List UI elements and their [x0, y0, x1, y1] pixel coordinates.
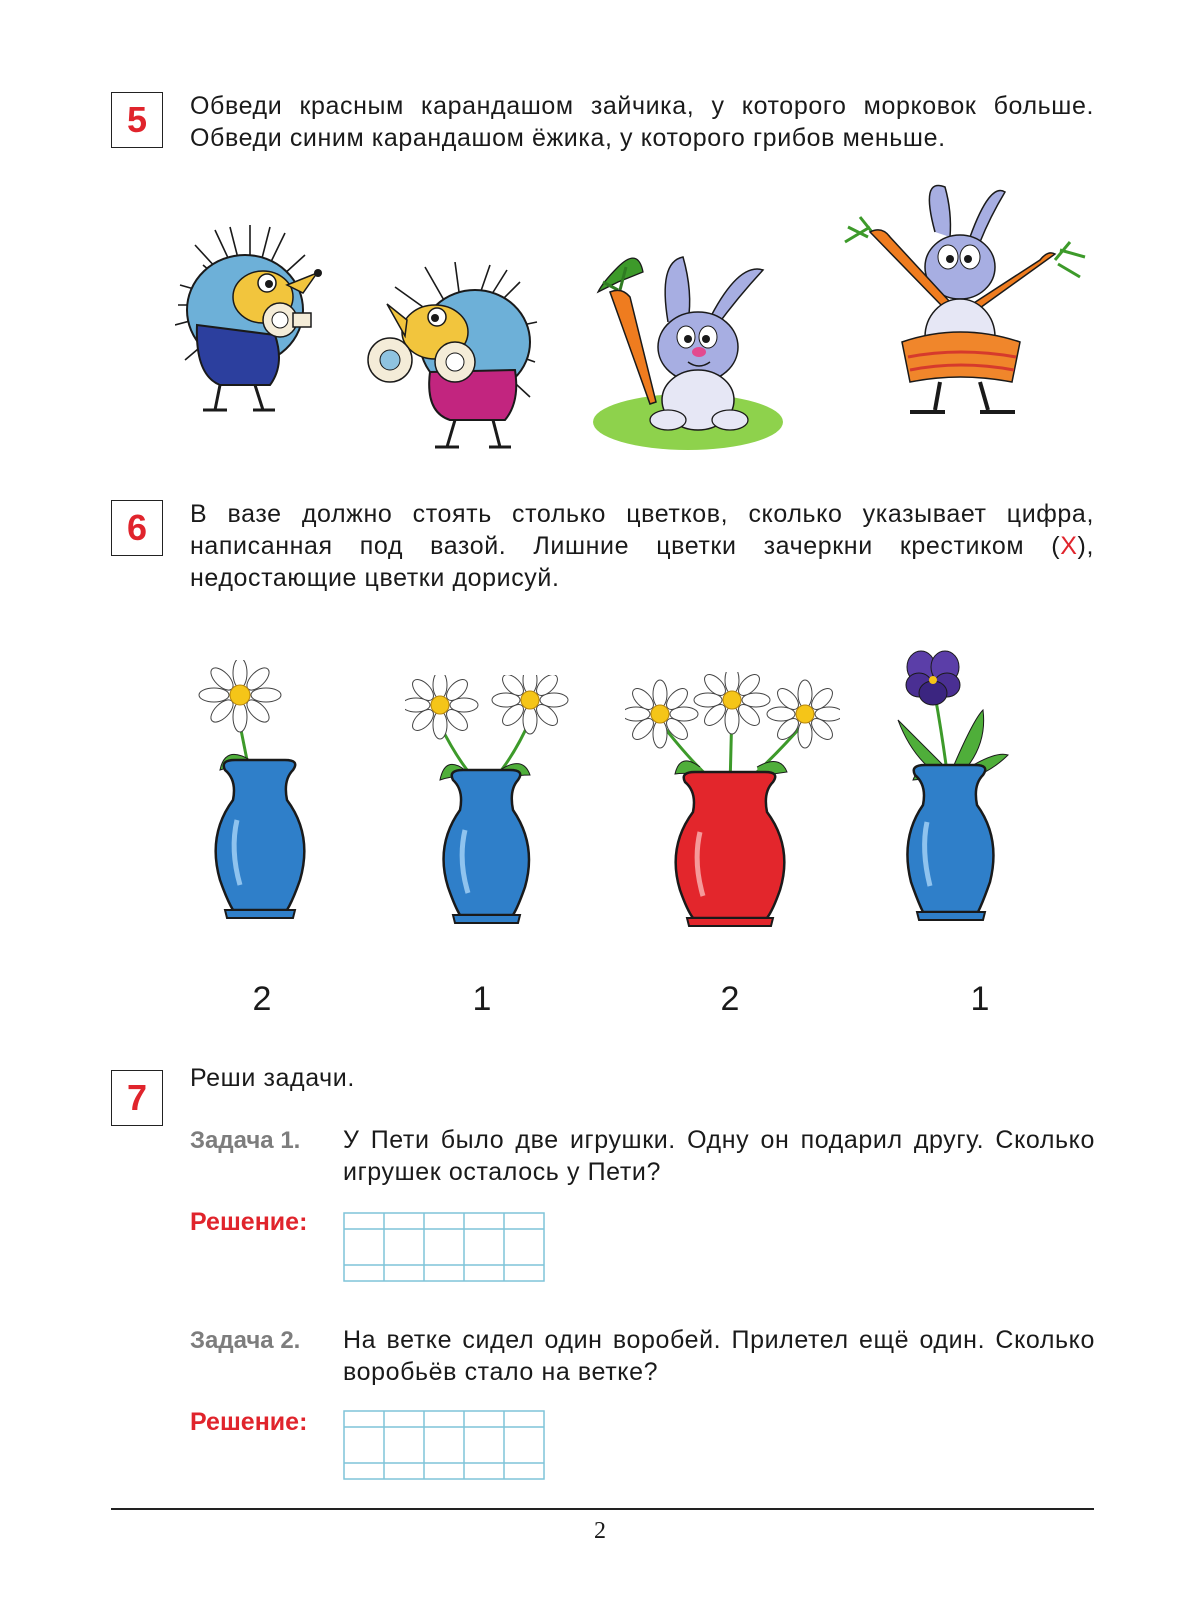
problem-1-solution-label: Решение:: [190, 1208, 308, 1236]
task-number-6: 6: [111, 500, 163, 556]
task-6-text: [190, 498, 1094, 594]
problem-2-solution-label: Решение:: [190, 1408, 308, 1436]
page-number: 2: [594, 1518, 606, 1544]
bunny-one-carrot-illustration: [588, 252, 783, 452]
task-5-text: Обведи красным карандашом зайчика, у которого морковок больше. Обведи синим карандашом ёжика, у которого грибов меньше.: [190, 92, 1094, 152]
task-6-text-before: В вазе должно стоять столько цветков, сколько указывает цифра, написанная под вазой. Лишние цветки зачеркни крестиком (: [190, 500, 1094, 560]
hedgehog-one-mushroom-illustration: [175, 225, 325, 420]
vase-blue-two-daisies-illustration: [405, 675, 575, 940]
problem-2-text: На ветке сидел один воробей. Прилетел ещё один. Сколько воробьёв стало на ветке?: [343, 1326, 1095, 1386]
vase-red-three-daisies-illustration: [625, 672, 840, 942]
cross-symbol: X: [1060, 532, 1078, 560]
vase-2-number: 1: [472, 980, 492, 1018]
vase-3-number: 2: [720, 980, 740, 1018]
task-6-text-after: ), недостающие цветки дорисуй.: [190, 532, 1094, 592]
problem-1-label: Задача 1.: [190, 1127, 301, 1154]
problem-1-text: У Пети было две игрушки. Одну он подарил другу. Сколько игрушек осталось у Пети?: [343, 1126, 1095, 1186]
footer-divider: [111, 1508, 1094, 1510]
task-number-7: 7: [111, 1070, 163, 1126]
vase-blue-one-pansy-illustration: [893, 650, 1023, 940]
hedgehog-two-mushrooms-illustration: [365, 262, 540, 457]
task-7-text: Реши задачи.: [190, 1064, 355, 1092]
problem-2-answer-grid[interactable]: [343, 1410, 545, 1480]
vase-1-number: 2: [252, 980, 272, 1018]
problem-2-label: Задача 2.: [190, 1327, 301, 1354]
bunny-two-carrots-illustration: [840, 182, 1090, 422]
vase-4-number: 1: [970, 980, 990, 1018]
task-number-5: 5: [111, 92, 163, 148]
vase-blue-one-daisy-illustration: [195, 660, 325, 935]
problem-1-answer-grid[interactable]: [343, 1212, 545, 1282]
